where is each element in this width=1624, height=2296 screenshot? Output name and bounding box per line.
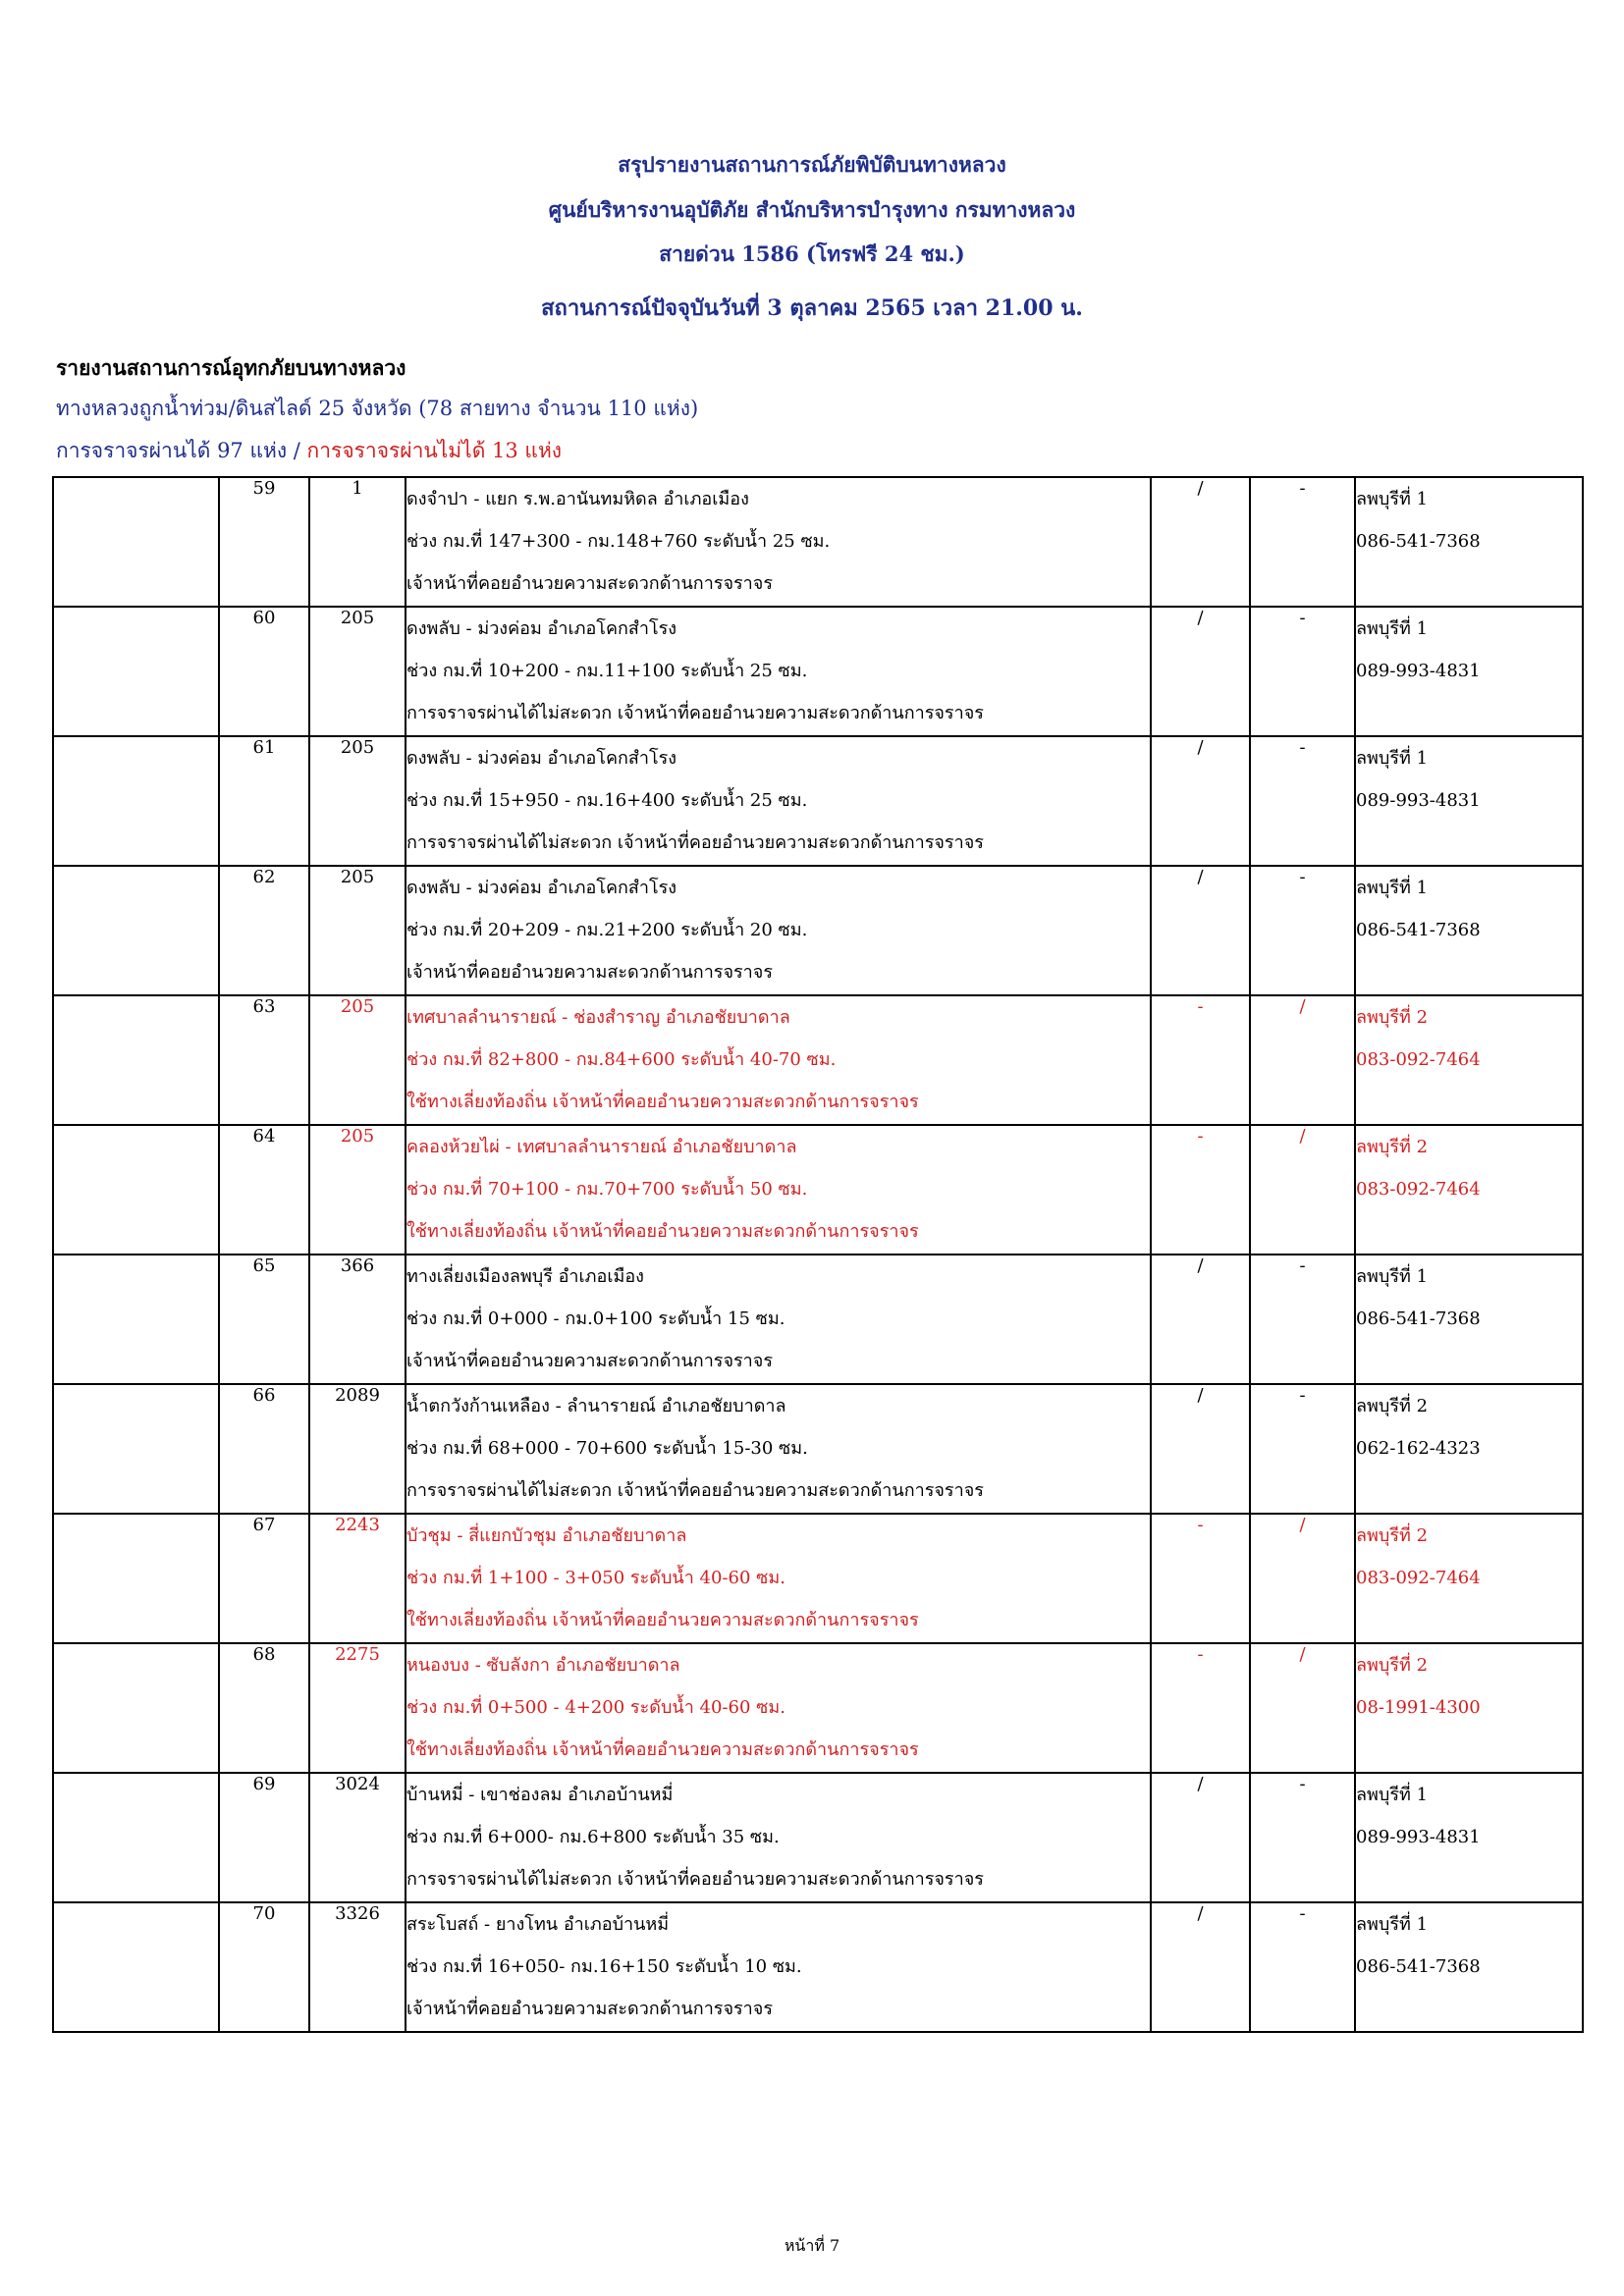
contact-cell [1355, 866, 1583, 995]
contact-cell [1355, 1384, 1583, 1514]
table-row [53, 607, 1583, 736]
passable-mark: / [1151, 1384, 1250, 1514]
table-row [53, 866, 1583, 995]
report-title: สรุปรายงานสถานการณ์ภัยพิบัติบนทางหลวง [618, 152, 1006, 177]
impassable-mark: / [1250, 1125, 1355, 1255]
route-number: 205 [309, 736, 406, 866]
description-line: ดงจำปา - แยก ร.พ.อานันทมหิดล อำเภอเมือง [406, 489, 749, 509]
phone-number: 089-993-4831 [1356, 661, 1481, 681]
description-line: ทางเลี่ยงเมืองลพบุรี อำเภอเมือง [406, 1266, 644, 1287]
row-number: 62 [219, 866, 309, 995]
description-line: หนองบง - ซับลังกา อำเภอชัยบาดาล [406, 1655, 680, 1676]
province-cell [53, 1643, 219, 1773]
passable-mark: - [1151, 995, 1250, 1125]
contact-cell [1355, 1773, 1583, 1902]
province-cell [53, 736, 219, 866]
description-line: น้ำตกวังก้านเหลือง - ลำนารายณ์ อำเภอชัยบาดาล [406, 1396, 786, 1416]
contact-cell [1355, 1902, 1583, 2032]
passable-mark: / [1151, 477, 1250, 607]
route-number: 205 [309, 607, 406, 736]
description-line: การจราจรผ่านได้ไม่สะดวก เจ้าหน้าที่คอยอำนวยความสะดวกด้านการจราจร [406, 1480, 984, 1501]
province-cell [53, 1773, 219, 1902]
row-number: 70 [219, 1902, 309, 2032]
impassable-mark: / [1250, 1643, 1355, 1773]
phone-number: 083-092-7464 [1356, 1568, 1481, 1588]
impassable-mark: - [1250, 1384, 1355, 1514]
description-line: ใช้ทางเลี่ยงท้องถิ่น เจ้าหน้าที่คอยอำนวยความสะดวกด้านการจราจร [406, 1610, 919, 1630]
description-line: ช่วง กม.ที่ 15+950 - กม.16+400 ระดับน้ำ 25 ซม. [406, 790, 808, 811]
description-line: เจ้าหน้าที่คอยอำนวยความสะดวกด้านการจราจร [406, 1351, 774, 1371]
contact-cell [1355, 1514, 1583, 1643]
impassable-mark: - [1250, 607, 1355, 736]
contact-cell [1355, 1643, 1583, 1773]
phone-number: 062-162-4323 [1356, 1438, 1481, 1459]
table-row [53, 1125, 1583, 1255]
description-line: ช่วง กม.ที่ 16+050- กม.16+150 ระดับน้ำ 10 ซม. [406, 1956, 802, 1977]
impassable-mark: / [1250, 1514, 1355, 1643]
passable-mark: / [1151, 607, 1250, 736]
description-line: การจราจรผ่านได้ไม่สะดวก เจ้าหน้าที่คอยอำนวยความสะดวกด้านการจราจร [406, 703, 984, 723]
location-description [406, 1255, 1151, 1384]
row-number: 63 [219, 995, 309, 1125]
impassable-mark: - [1250, 1255, 1355, 1384]
description-line: เจ้าหน้าที่คอยอำนวยความสะดวกด้านการจราจร [406, 1999, 774, 2019]
flood-table [52, 476, 1584, 2033]
highway-office: ลพบุรีที่ 2 [1356, 1137, 1429, 1157]
contact-cell [1355, 1255, 1583, 1384]
contact-cell [1355, 995, 1583, 1125]
contact-cell [1355, 607, 1583, 736]
impassable-mark: - [1250, 477, 1355, 607]
province-cell [53, 1902, 219, 2032]
phone-number: 083-092-7464 [1356, 1179, 1481, 1200]
row-number: 64 [219, 1125, 309, 1255]
route-number: 2275 [309, 1643, 406, 1773]
highway-office: ลพบุรีที่ 1 [1356, 1266, 1429, 1287]
description-line: การจราจรผ่านได้ไม่สะดวก เจ้าหน้าที่คอยอำนวยความสะดวกด้านการจราจร [406, 832, 984, 853]
row-number: 65 [219, 1255, 309, 1384]
description-line: ใช้ทางเลี่ยงท้องถิ่น เจ้าหน้าที่คอยอำนวยความสะดวกด้านการจราจร [406, 1092, 919, 1112]
table-row [53, 1773, 1583, 1902]
route-number: 205 [309, 866, 406, 995]
province-cell [53, 1255, 219, 1384]
contact-cell [1355, 1125, 1583, 1255]
table-row [53, 736, 1583, 866]
description-line: ช่วง กม.ที่ 1+100 - 3+050 ระดับน้ำ 40-60 ซม. [406, 1568, 785, 1588]
row-number: 60 [219, 607, 309, 736]
province-cell [53, 1514, 219, 1643]
passable-mark: - [1151, 1125, 1250, 1255]
location-description [406, 1384, 1151, 1514]
location-description [406, 1773, 1151, 1902]
summary-pass: การจราจรผ่านได้ 97 แห่ง [56, 439, 288, 462]
description-line: เจ้าหน้าที่คอยอำนวยความสะดวกด้านการจราจร [406, 573, 774, 594]
row-number: 66 [219, 1384, 309, 1514]
summary-fail: การจราจรผ่านไม่ได้ 13 แห่ง [306, 439, 563, 462]
summary-traffic [56, 435, 562, 467]
description-line: ช่วง กม.ที่ 20+209 - กม.21+200 ระดับน้ำ 20 ซม. [406, 920, 808, 940]
phone-number: 086-541-7368 [1356, 1308, 1481, 1329]
highway-office: ลพบุรีที่ 1 [1356, 618, 1429, 639]
route-number: 205 [309, 995, 406, 1125]
phone-number: 08-1991-4300 [1356, 1697, 1481, 1718]
highway-office: ลพบุรีที่ 2 [1356, 1525, 1429, 1546]
description-line: บ้านหมี่ - เขาช่องลม อำเภอบ้านหมี่ [406, 1785, 674, 1805]
hotline: สายด่วน 1586 (โทรฟรี 24 ชม.) [659, 241, 965, 266]
highway-office: ลพบุรีที่ 2 [1356, 1007, 1429, 1028]
phone-number: 086-541-7368 [1356, 531, 1481, 552]
province-cell [53, 477, 219, 607]
province-cell [53, 607, 219, 736]
page-number: หน้าที่ 7 [784, 2236, 840, 2255]
route-number: 366 [309, 1255, 406, 1384]
location-description [406, 607, 1151, 736]
passable-mark: / [1151, 1255, 1250, 1384]
table-row [53, 1384, 1583, 1514]
description-line: ช่วง กม.ที่ 10+200 - กม.11+100 ระดับน้ำ 25 ซม. [406, 661, 808, 681]
description-line: ช่วง กม.ที่ 70+100 - กม.70+700 ระดับน้ำ 50 ซม. [406, 1179, 808, 1200]
description-line: ช่วง กม.ที่ 0+500 - 4+200 ระดับน้ำ 40-60 ซม. [406, 1697, 785, 1718]
table-row [53, 477, 1583, 607]
phone-number: 083-092-7464 [1356, 1049, 1481, 1070]
description-line: ดงพลับ - ม่วงค่อม อำเภอโคกสำโรง [406, 618, 677, 639]
description-line: เทศบาลลำนารายณ์ - ช่องสำราญ อำเภอชัยบาดาล [406, 1007, 790, 1028]
route-number: 2089 [309, 1384, 406, 1514]
passable-mark: - [1151, 1643, 1250, 1773]
department-name: ศูนย์บริหารงานอุบัติภัย สำนักบริหารบำรุงทาง กรมทางหลวง [548, 197, 1076, 222]
route-number: 1 [309, 477, 406, 607]
row-number: 69 [219, 1773, 309, 1902]
highway-office: ลพบุรีที่ 1 [1356, 1914, 1429, 1935]
impassable-mark: - [1250, 1773, 1355, 1902]
passable-mark: / [1151, 1773, 1250, 1902]
highway-office: ลพบุรีที่ 1 [1356, 878, 1429, 898]
table-row [53, 1902, 1583, 2032]
passable-mark: / [1151, 736, 1250, 866]
description-line: ดงพลับ - ม่วงค่อม อำเภอโคกสำโรง [406, 748, 677, 769]
table-row [53, 995, 1583, 1125]
row-number: 61 [219, 736, 309, 866]
description-line: สระโบสถ์ - ยางโทน อำเภอบ้านหมี่ [406, 1914, 670, 1935]
table-row [53, 1643, 1583, 1773]
description-line: การจราจรผ่านได้ไม่สะดวก เจ้าหน้าที่คอยอำนวยความสะดวกด้านการจราจร [406, 1869, 984, 1890]
location-description [406, 736, 1151, 866]
province-cell [53, 1125, 219, 1255]
description-line: ช่วง กม.ที่ 147+300 - กม.148+760 ระดับน้ำ 25 ซม. [406, 531, 831, 552]
passable-mark: - [1151, 1514, 1250, 1643]
location-description [406, 1902, 1151, 2032]
description-line: ใช้ทางเลี่ยงท้องถิ่น เจ้าหน้าที่คอยอำนวยความสะดวกด้านการจราจร [406, 1221, 919, 1242]
highway-office: ลพบุรีที่ 2 [1356, 1396, 1429, 1416]
highway-office: ลพบุรีที่ 1 [1356, 1785, 1429, 1805]
location-description [406, 477, 1151, 607]
passable-mark: / [1151, 866, 1250, 995]
highway-office: ลพบุรีที่ 1 [1356, 489, 1429, 509]
passable-mark: / [1151, 1902, 1250, 2032]
contact-cell [1355, 477, 1583, 607]
route-number: 3326 [309, 1902, 406, 2032]
description-line: ดงพลับ - ม่วงค่อม อำเภอโคกสำโรง [406, 878, 677, 898]
phone-number: 086-541-7368 [1356, 1956, 1481, 1977]
route-number: 2243 [309, 1514, 406, 1643]
province-cell [53, 1384, 219, 1514]
impassable-mark: - [1250, 736, 1355, 866]
table-row [53, 1514, 1583, 1643]
row-number: 68 [219, 1643, 309, 1773]
row-number: 59 [219, 477, 309, 607]
highway-office: ลพบุรีที่ 2 [1356, 1655, 1429, 1676]
contact-cell [1355, 736, 1583, 866]
province-cell [53, 995, 219, 1125]
phone-number: 089-993-4831 [1356, 1827, 1481, 1847]
phone-number: 089-993-4831 [1356, 790, 1481, 811]
description-line: ช่วง กม.ที่ 6+000- กม.6+800 ระดับน้ำ 35 ซม. [406, 1827, 780, 1847]
situation-date: สถานการณ์ปัจจุบันวันที่ 3 ตุลาคม 2565 เวลา 21.00 น. [541, 295, 1083, 321]
location-description [406, 866, 1151, 995]
description-line: ใช้ทางเลี่ยงท้องถิ่น เจ้าหน้าที่คอยอำนวยความสะดวกด้านการจราจร [406, 1739, 919, 1760]
province-cell [53, 866, 219, 995]
description-line: บัวชุม - สี่แยกบัวชุม อำเภอชัยบาดาล [406, 1525, 687, 1546]
impassable-mark: / [1250, 995, 1355, 1125]
route-number: 3024 [309, 1773, 406, 1902]
highway-office: ลพบุรีที่ 1 [1356, 748, 1429, 769]
summary-flooded: ทางหลวงถูกน้ำท่วม/ดินสไลด์ 25 จังหวัด (78 สายทาง จำนวน 110 แห่ง) [56, 397, 699, 420]
location-description [406, 1125, 1151, 1255]
description-line: ช่วง กม.ที่ 82+800 - กม.84+600 ระดับน้ำ 40-70 ซม. [406, 1049, 837, 1070]
summary-separator: / [287, 439, 307, 462]
description-line: ช่วง กม.ที่ 0+000 - กม.0+100 ระดับน้ำ 15 ซม. [406, 1308, 785, 1329]
impassable-mark: - [1250, 866, 1355, 995]
impassable-mark: - [1250, 1902, 1355, 2032]
location-description [406, 1643, 1151, 1773]
location-description [406, 995, 1151, 1125]
row-number: 67 [219, 1514, 309, 1643]
description-line: คลองห้วยไผ่ - เทศบาลลำนารายณ์ อำเภอชัยบาดาล [406, 1137, 797, 1157]
location-description [406, 1514, 1151, 1643]
section-title: รายงานสถานการณ์อุทกภัยบนทางหลวง [56, 355, 406, 380]
route-number: 205 [309, 1125, 406, 1255]
phone-number: 086-541-7368 [1356, 920, 1481, 940]
description-line: ช่วง กม.ที่ 68+000 - 70+600 ระดับน้ำ 15-30 ซม. [406, 1438, 808, 1459]
description-line: เจ้าหน้าที่คอยอำนวยความสะดวกด้านการจราจร [406, 962, 774, 983]
table-row [53, 1255, 1583, 1384]
